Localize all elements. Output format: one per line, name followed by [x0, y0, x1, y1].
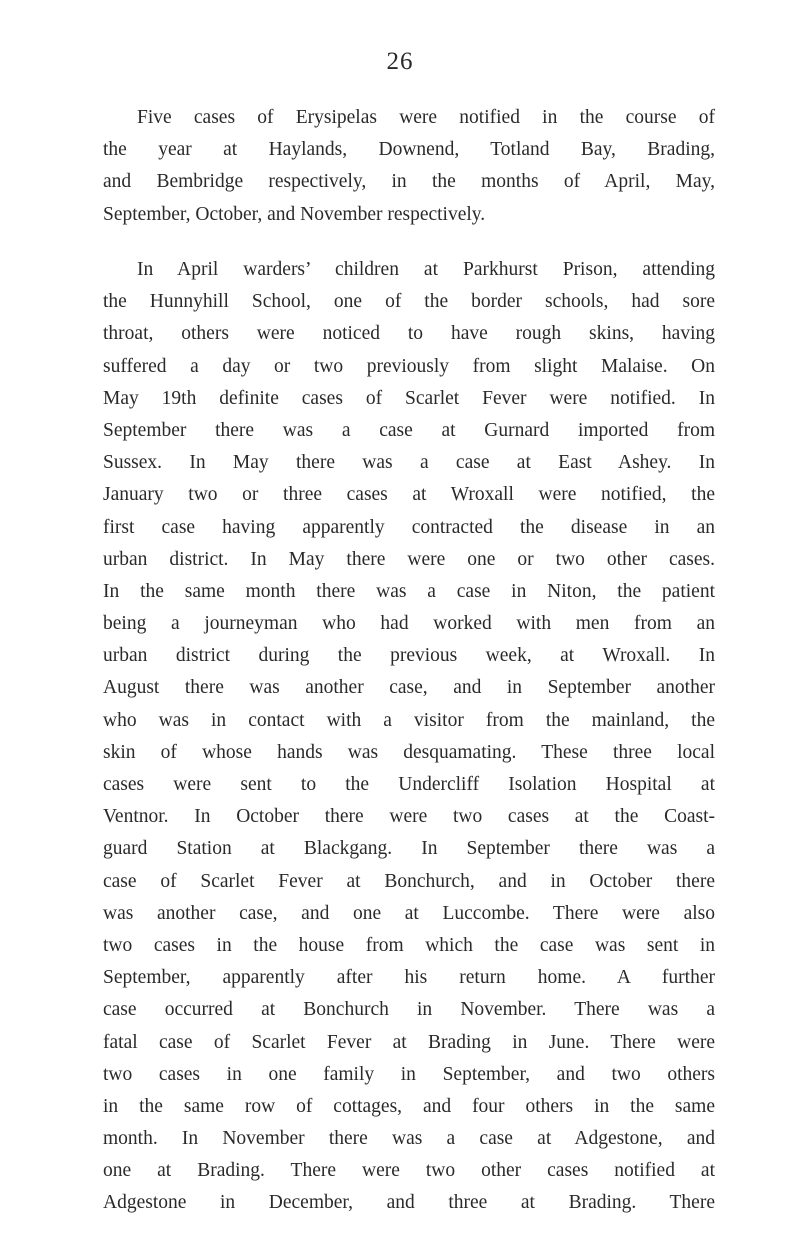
- text-line: skin of whose hands was desquamating. These three local: [103, 741, 715, 763]
- text-line: urban district during the previous week, at Wroxall. In: [103, 645, 715, 667]
- text-line: and Bembridge respectively, in the months of April, May,: [103, 171, 715, 193]
- text-line: urban district. In May there were one or two other cases.: [103, 548, 715, 570]
- text-line: case occurred at Bonchurch in November. There was a: [103, 999, 715, 1021]
- text-line: who was in contact with a visitor from the mainland, the: [103, 709, 715, 731]
- text-line: fatal case of Scarlet Fever at Brading in June. There were: [103, 1031, 715, 1053]
- text-line: the Hunnyhill School, one of the border schools, had sore: [103, 291, 715, 313]
- text-line: two cases in the house from which the case was sent in: [103, 934, 715, 956]
- text-line: May 19th definite cases of Scarlet Fever were notified. In: [103, 387, 715, 409]
- text-line: month. In November there was a case at Adgestone, and: [103, 1128, 715, 1150]
- text-line: In April warders’ children at Parkhurst Prison, attending: [137, 259, 715, 280]
- text-line: in the same row of cottages, and four others in the same: [103, 1095, 715, 1117]
- text-line: the year at Haylands, Downend, Totland Bay, Brading,: [103, 139, 715, 161]
- paragraph-scarlet-fever: [103, 254, 715, 1220]
- page-number: 26: [386, 48, 414, 75]
- paragraph-erysipelas: [103, 102, 715, 231]
- text-line: two cases in one family in September, and two others: [103, 1063, 715, 1085]
- text-line: Adgestone in December, and three at Brading. There: [103, 1192, 715, 1214]
- text-line: August there was another case, and in September another: [103, 677, 715, 699]
- text-line: suffered a day or two previously from slight Malaise. On: [103, 355, 715, 377]
- text-line: September there was a case at Gurnard imported from: [103, 419, 715, 441]
- text-line: January two or three cases at Wroxall were notified, the: [103, 484, 715, 506]
- text-line: cases were sent to the Undercliff Isolation Hospital at: [103, 774, 715, 795]
- text-line: September, October, and November respectively.: [103, 203, 486, 225]
- text-line: being a journeyman who had worked with men from an: [103, 613, 715, 635]
- text-line: case of Scarlet Fever at Bonchurch, and in October there: [103, 870, 715, 892]
- text-line: In the same month there was a case in Niton, the patient: [103, 580, 715, 602]
- text-line: guard Station at Blackgang. In September there was a: [103, 838, 715, 860]
- text-line: throat, others were noticed to have rough skins, having: [103, 323, 715, 345]
- text-line: Five cases of Erysipelas were notified in the course of: [137, 107, 715, 128]
- text-line: one at Brading. There were two other cases notified at: [103, 1160, 715, 1182]
- text-line: Sussex. In May there was a case at East Ashey. In: [103, 452, 715, 474]
- text-line: first case having apparently contracted the disease in an: [103, 516, 715, 538]
- text-line: was another case, and one at Luccombe. There were also: [103, 902, 715, 924]
- text-line: Ventnor. In October there were two cases at the Coast-: [103, 806, 715, 828]
- text-line: September, apparently after his return home. A further: [103, 967, 715, 989]
